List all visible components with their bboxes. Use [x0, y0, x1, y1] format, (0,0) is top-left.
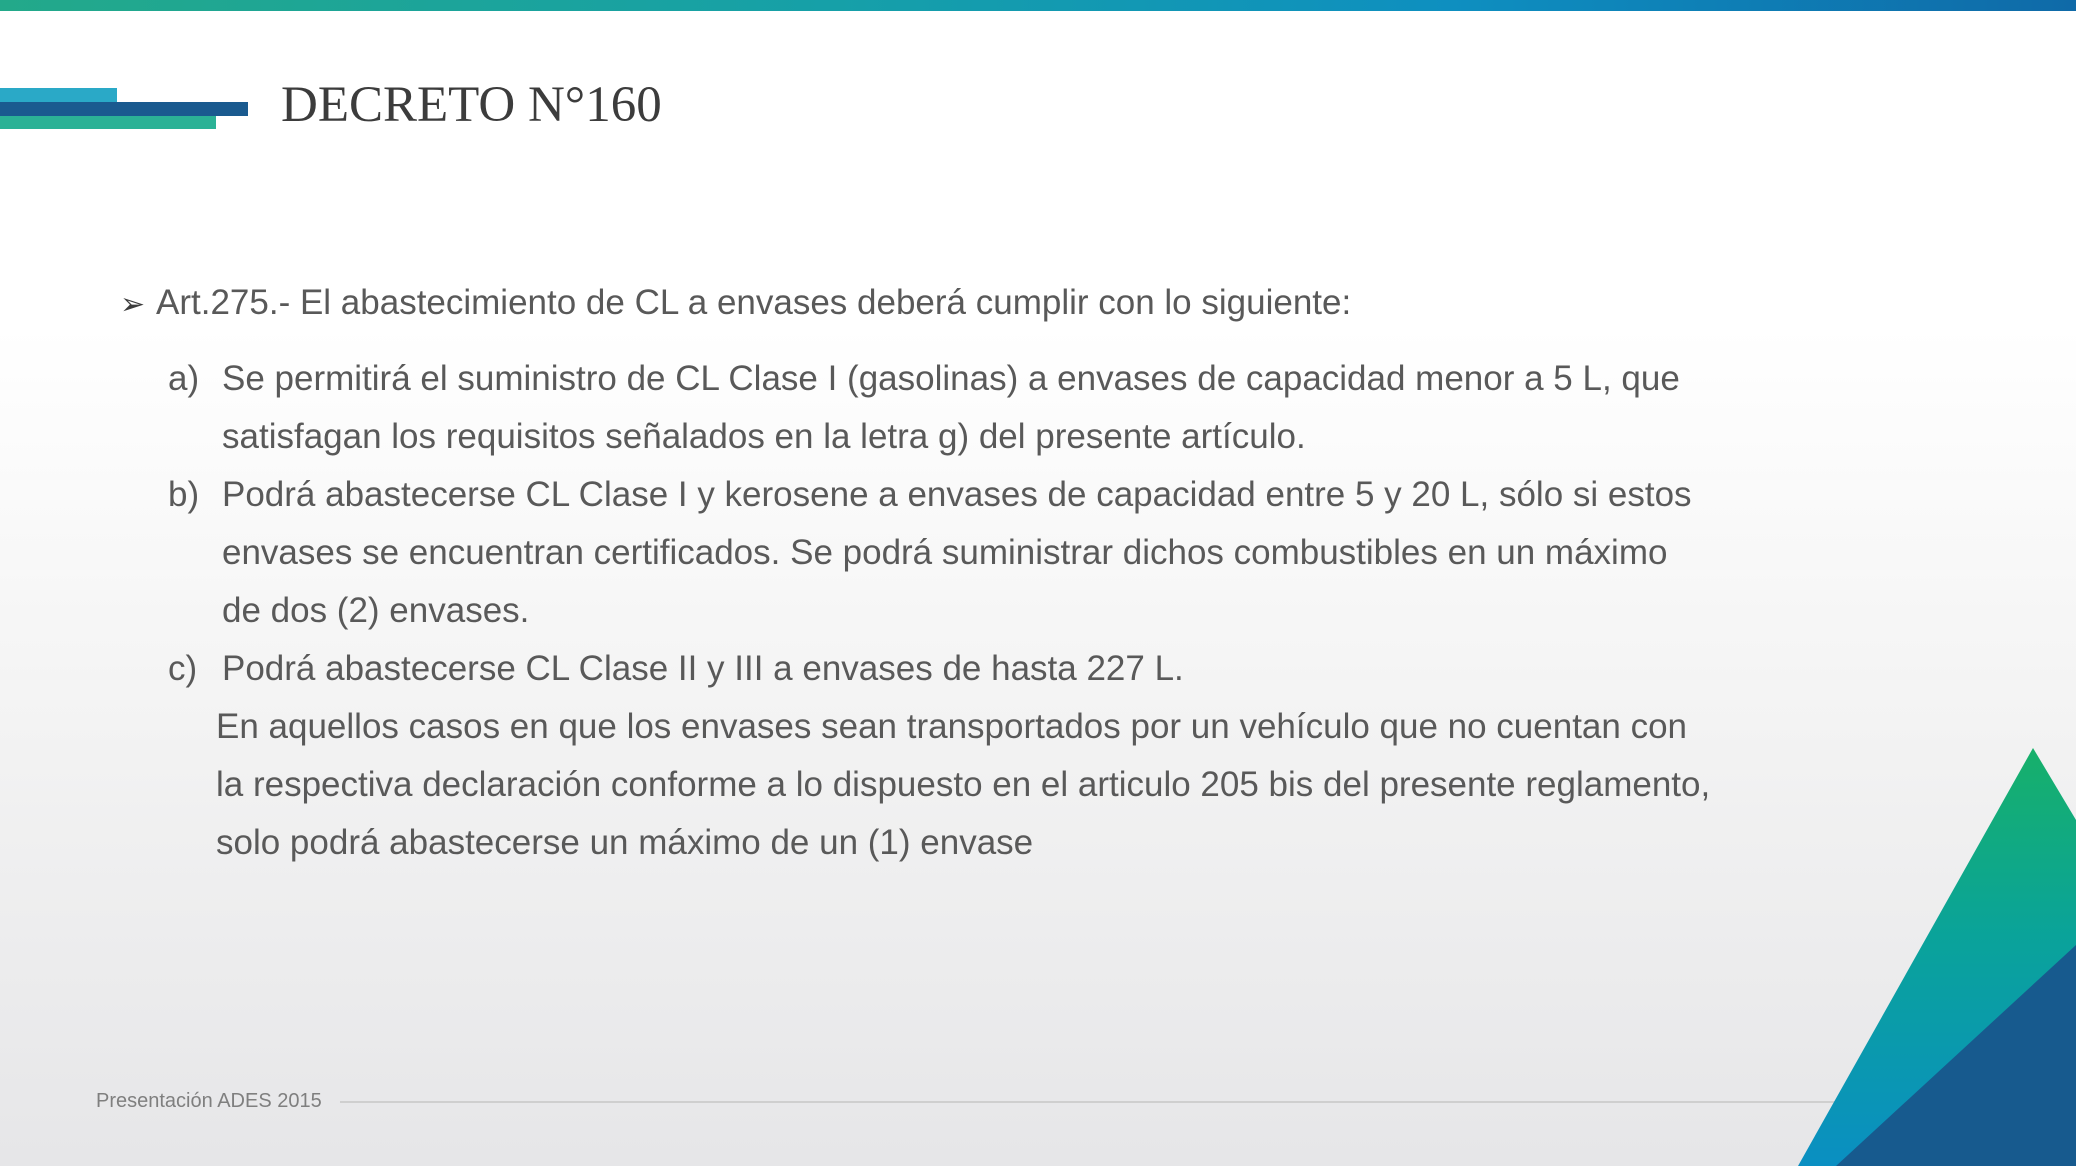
- list-item-marker: a): [168, 359, 200, 398]
- footer-label: Presentación ADES 2015: [96, 1090, 322, 1112]
- slide-title: DECRETO N°160: [281, 77, 662, 133]
- list-item-marker: c): [168, 649, 198, 688]
- article-note: En aquellos casos en que los envases sean transportados por un vehículo que no cuentan con la respectiva declaración conforme a lo dispuesto en el articulo 205 bis del presente reglamento, solo podrá abastecerse un máximo de un (1) envase: [216, 707, 1711, 862]
- list-item-text: Podrá abastecerse CL Clase II y III a envases de hasta 227 L.: [222, 649, 1184, 688]
- list-item-text: Se permitirá el suministro de CL Clase I (gasolinas) a envases de capacidad menor a 5 L, que satisfagan los requisitos señalados en la letra g) del presente artículo.: [222, 359, 1680, 456]
- arrow-bullet-icon: ➢: [120, 288, 146, 321]
- article-text: Art.275.- El abastecimiento de CL a envases deberá cumplir con lo siguiente:: [156, 283, 1352, 322]
- list-item-text: Podrá abastecerse CL Clase I y kerosene a envases de capacidad entre 5 y 20 L, sólo si estos envases se encuentran certificados. Se podrá suministrar dichos combustibles en un máximo de dos (2) envases.: [222, 475, 1692, 630]
- list-item-marker: b): [168, 475, 200, 514]
